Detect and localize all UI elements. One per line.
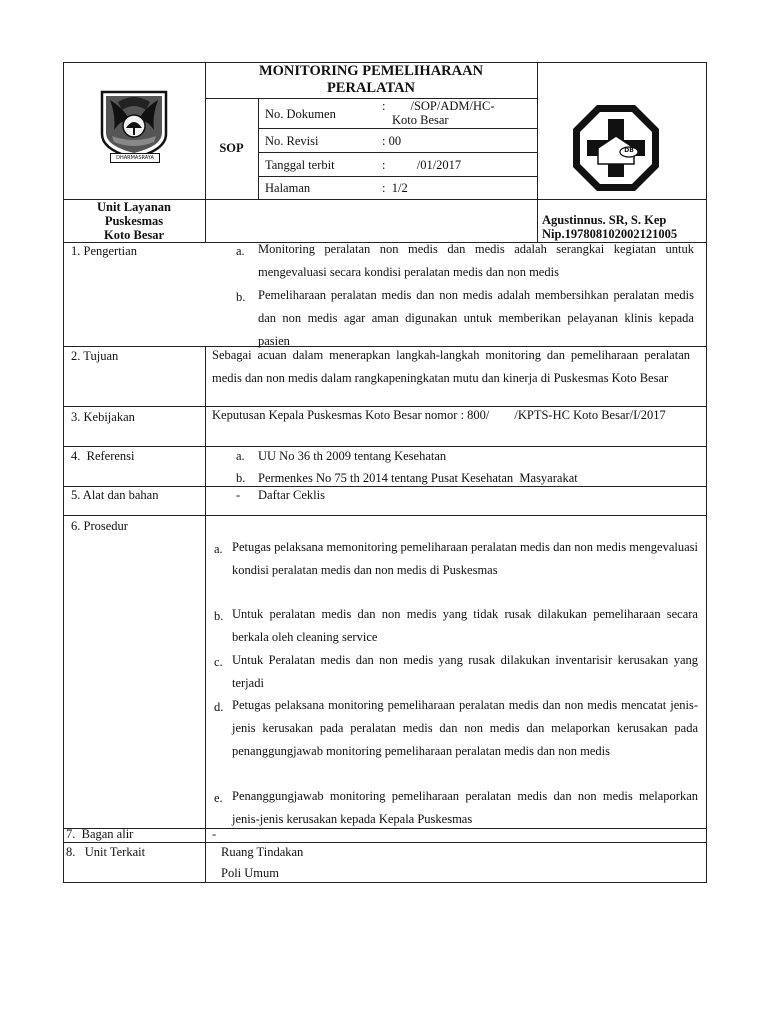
section-tujuan-label: 2. Tujuan [71,349,119,363]
doc-number-label: No. Dokumen [265,107,336,121]
prosedur-b-text: Untuk peralatan medis dan non medis yang tidak rusak dilakukan pemeliharaan secara berkala oleh cleaning service [232,607,698,644]
revision-label: No. Revisi [265,134,319,148]
title-line-1: MONITORING PEMELIHARAAN [258,63,484,79]
prosedur-c-marker: c. [214,655,223,669]
alat-text: Daftar Ceklis [258,488,325,502]
page-label: Halaman [265,181,311,195]
pengertian-a-marker: a. [236,244,245,258]
signer-nip: Nip.197808102002121005 [542,227,678,241]
section-kebijakan-label: 3. Kebijakan [71,410,135,424]
unit-line-3: Koto Besar [103,228,165,242]
unit-name [63,200,205,242]
doc-number-value-line-1: : /SOP/ADM/HC- [382,99,495,113]
doc-number-value [382,99,495,127]
prosedur-d-marker: d. [214,700,224,714]
revision-value: : 00 [382,134,402,148]
unit-line-2: Puskesmas [104,214,164,228]
regency-logo [96,88,172,164]
tujuan-text: Sebagai acuan dalam menerapkan langkah-langkah monitoring dan pemeliharaan peralatan medis dan non medis dalam rangkapeningkatan mutu dan kinerja di Puskesmas Koto Besar [212,348,690,385]
section-prosedur-label: 6. Prosedur [71,519,128,533]
signer-name: Agustinnus. SR, S. Kep [542,213,667,227]
referensi-a-text: UU No 36 th 2009 tentang Kesehatan [258,449,447,463]
health-center-logo [570,102,662,194]
issue-date-label: Tanggal terbit [265,158,335,172]
puskesmas-logo-icon [570,102,662,194]
issue-date-value: : /01/2017 [382,158,462,172]
referensi-b-marker: b. [236,471,246,485]
section-bagan-label: 7. Bagan alir [66,827,134,841]
section-alat-label: 5. Alat dan bahan [71,488,159,502]
prosedur-e-marker: e. [214,791,223,805]
prosedur-a-marker: a. [214,542,223,556]
page-value: : 1/2 [382,181,408,195]
section-pengertian-label: 1. Pengertian [71,244,137,258]
bagan-text: - [212,827,217,841]
sop-label: SOP [219,141,244,155]
section-referensi-label: 4. Referensi [71,449,135,463]
prosedur-e-text: Penanggungjawab monitoring pemeliharaan peralatan medis dan non medis melaporkan jenis-jenis kerusakan kepada Kepala Puskesmas [232,789,698,826]
alat-marker: - [236,488,241,502]
pengertian-a-text: Monitoring peralatan non medis dan medis adalah serangkai kegiatan untuk mengevaluasi secara kondisi peralatan medis dan non medis [258,242,694,279]
title-line-2: PERALATAN [326,80,416,96]
unit-terkait-item-2: Poli Umum [221,866,279,880]
kebijakan-text: Keputusan Kepala Puskesmas Koto Besar nomor : 800/ /KPTS-HC Koto Besar/I/2017 [212,408,666,422]
document-title [205,63,537,97]
unit-terkait-item-1: Ruang Tindakan [221,845,304,859]
unit-line-1: Unit Layanan [97,200,171,214]
logo-banner: DHARMASRAYA [110,153,160,163]
prosedur-c-text: Untuk Peralatan medis dan non medis yang rusak dilakukan inventarisir kerusakan yang terjadi [232,653,698,690]
prosedur-a-text: Petugas pelaksana memonitoring pemeliharaan peralatan medis dan non medis mengevaluasi kondisi peralatan medis dan non medis di Puskesmas [232,540,698,577]
logo-initials: DB [624,147,634,154]
referensi-a-marker: a. [236,449,245,463]
prosedur-b-marker: b. [214,609,224,623]
signer-block [542,213,677,241]
section-unit-terkait-label: 8. Unit Terkait [66,845,146,859]
pengertian-b-text: Pemeliharaan peralatan medis dan non medis adalah membersihkan peralatan medis dan non medis agar aman digunakan untuk memberikan pelayanan klinis kepada pasien [258,288,694,348]
prosedur-d-text: Petugas pelaksana monitoring pemeliharaan peralatan medis dan non medis mencatat jenis- jenis kerusakan pada peralatan medis dan non medis dan melaporkan kerusakan pada penanggungjawab monitoring pemeliharaan peralatan medis dan non medis [232,698,698,758]
doc-number-value-line-2: Koto Besar [392,113,449,127]
pengertian-b-marker: b. [236,290,246,304]
referensi-b-text: Permenkes No 75 th 2014 tentang Pusat Kesehatan Masyarakat [258,471,578,485]
